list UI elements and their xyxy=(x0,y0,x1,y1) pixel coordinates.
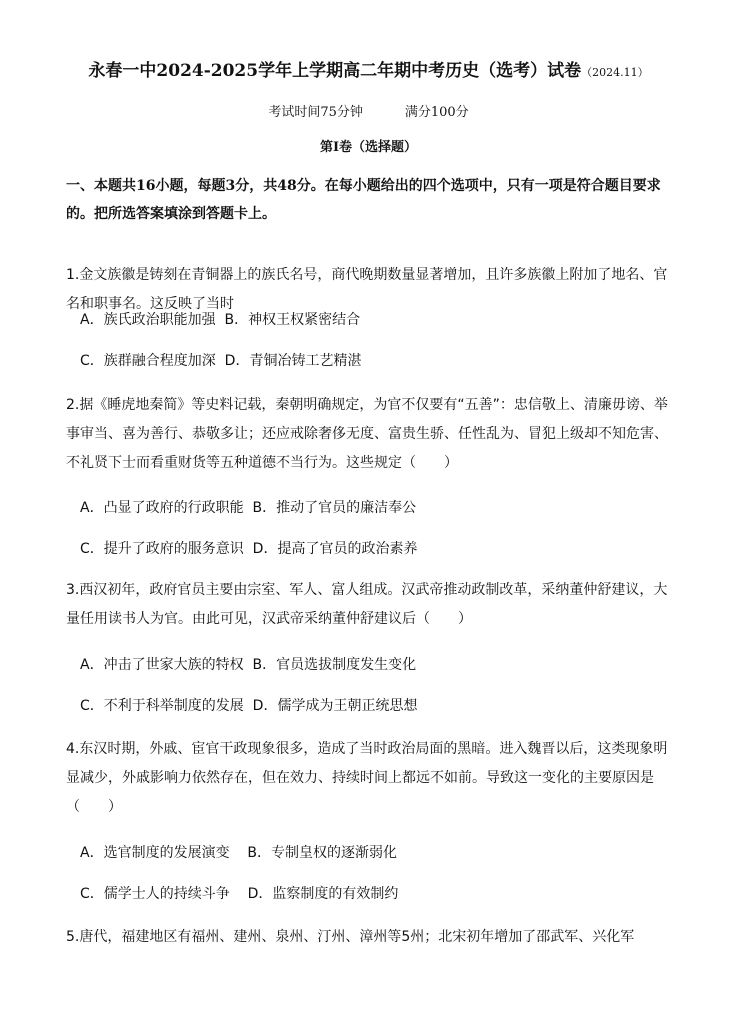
exam-title xyxy=(0,56,737,81)
question-5-stem: 5.唐代，福建地区有福州、建州、泉州、汀州、漳州等5州；北宋初年增加了邵武军、兴化军 xyxy=(66,929,635,945)
question-4-options-cd: C．儒学士人的持续斗争 D．监察制度的有效制约 xyxy=(80,886,399,902)
exam-title-text: 永春一中2024-2025学年上学期高二年期中考历史（选考）试卷 xyxy=(88,61,582,81)
question-1-options-ab: A．族氏政治职能加强 B．神权王权紧密结合 xyxy=(80,312,361,328)
exam-title-date: （2024.11） xyxy=(581,66,649,79)
question-3-options-cd: C．不利于科举制度的发展 D．儒学成为王朝正统思想 xyxy=(80,698,418,714)
question-4-options-ab: A．选官制度的发展演变 B．专制皇权的逐渐弱化 xyxy=(80,845,397,861)
question-3-stem: 3.西汉初年，政府官员主要由宗室、军人、富人组成。汉武帝推动政制改革，采纳董仲舒建议，大量任用读书人为官。由此可见，汉武帝采纳董仲舒建议后（ ） xyxy=(66,582,668,627)
question-1-stem: 1.金文族徽是铸刻在青铜器上的族氏名号，商代晚期数量显著增加，且许多族徽上附加了地名、官名和职事名。这反映了当时 xyxy=(66,267,668,312)
instructions: 一、本题共16小题，每题3分，共48分。在每小题给出的四个选项中，只有一项是符合题目要求的。把所选答案填涂到答题卡上。 xyxy=(66,178,661,222)
question-2-options-ab: A．凸显了政府的行政职能 B．推动了官员的廉洁奉公 xyxy=(80,500,417,516)
exam-time: 考试时间75分钟 xyxy=(268,105,363,120)
question-3-options-ab: A．冲击了世家大族的特权 B．官员选拔制度发生变化 xyxy=(80,657,417,673)
section-title: 第Ⅰ卷（选择题） xyxy=(319,140,418,155)
full-score: 满分100分 xyxy=(404,105,469,120)
question-4-stem: 4.东汉时期，外戚、宦官干政现象很多，造成了当时政治局面的黑暗。进入魏晋以后，这类现象明显减少，外戚影响力依然存在，但在效力、持续时间上都远不如前。导致这一变化的主要原因是（ ） xyxy=(66,741,668,815)
exam-info-line xyxy=(0,101,737,120)
question-1-options-cd: C．族群融合程度加深 D．青铜冶铸工艺精湛 xyxy=(80,353,362,369)
question-2-stem: 2.据《睡虎地秦简》等史料记载，秦朝明确规定，为官不仅要有“五善”：忠信敬上、清廉毋谤、举事审当、喜为善行、恭敬多让；还应戒除奢侈无度、富贵生骄、任性乱为、冒犯上级却不知危害、不礼贤下士而看重财货等五种道德不当行为。这些规定（ ） xyxy=(66,397,668,471)
question-2-options-cd: C．提升了政府的服务意识 D．提高了官员的政治素养 xyxy=(80,541,418,557)
